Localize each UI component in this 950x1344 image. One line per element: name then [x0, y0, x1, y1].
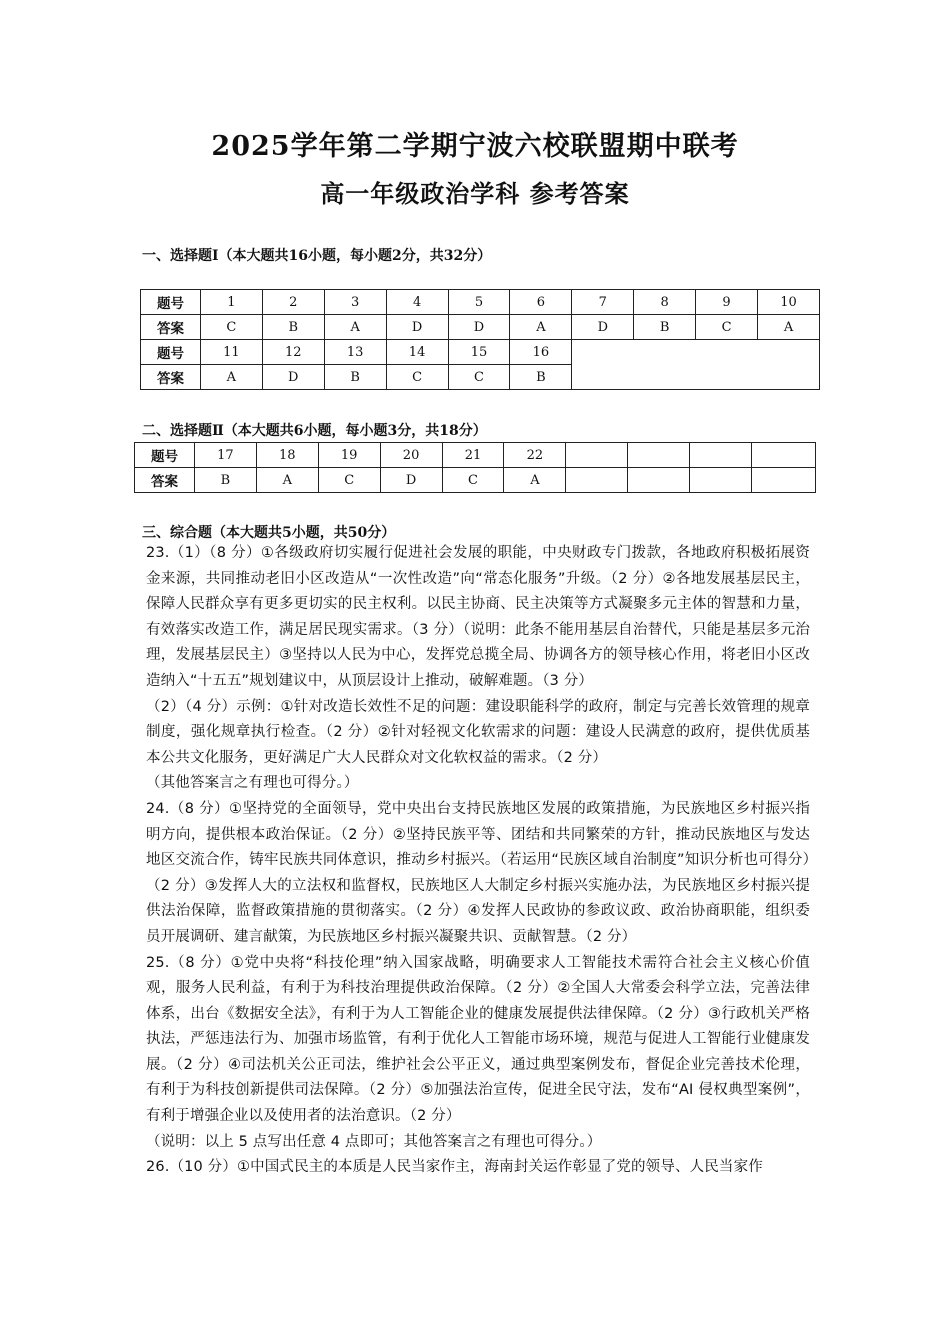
table-cell: D	[572, 315, 634, 340]
table-cell: B	[634, 315, 696, 340]
table-cell: 16	[510, 340, 572, 365]
answer-paragraph: （2）（4 分）示例：①针对改造长效性不足的问题：建设职能科学的政府，制定与完善长效管理的规章制度，强化规章执行检查。（2 分）②针对轻视文化软需求的问题：建设人民满意的政府，提供优质基本公共文化服务，更好满足广大人民群众对文化软权益的需求。（2 分）	[146, 698, 810, 766]
section3-heading: 三、综合题（本大题共5小题，共50分）	[142, 525, 396, 541]
row-label-answer: 答案	[141, 365, 201, 390]
table-cell: 1	[200, 290, 262, 315]
table-cell: B	[510, 365, 572, 390]
table-cell: A	[510, 315, 572, 340]
answer-paragraph: 25.（8 分）①党中央将“科技伦理”纳入国家战略，明确要求人工智能技术需符合社会主义核心价值观，服务人民利益，有利于为科技治理提供政治保障。（2 分）②全国人大常委会科学立法，完善法律体系，出台《数据安全法》，有利于为人工智能企业的健康发展提供法律保障。（2 分）③行政机关严格执法，严惩违法行为、加强市场监管，有利于优化人工智能市场环境，规范与促进人工智能行业健康发展。（2 分）④司法机关公正司法，维护社会公平正义，通过典型案例发布，督促企业完善技术伦理，有利于为科技创新提供司法保障。（2 分）⑤加强法治宣传，促进全民守法，发布“AI 侵权典型案例”，有利于增强企业以及使用者的法治意识。（2 分）	[146, 954, 810, 1125]
table-cell: 14	[386, 340, 448, 365]
table-cell: 11	[200, 340, 262, 365]
table-cell: A	[200, 365, 262, 390]
table-row	[135, 468, 816, 493]
table-cell: 4	[386, 290, 448, 315]
row-label-number: 题号	[141, 340, 201, 365]
page-subtitle: 高一年级政治学科 参考答案	[320, 179, 630, 208]
table-cell: 10	[758, 290, 820, 315]
table-cell: 9	[696, 290, 758, 315]
table-cell: B	[262, 315, 324, 340]
table-empty-area	[572, 340, 820, 390]
row-label-number: 题号	[141, 290, 201, 315]
table-cell: D	[386, 315, 448, 340]
table-cell: 15	[448, 340, 510, 365]
table-cell: 8	[634, 290, 696, 315]
answer-paragraph: 26.（10 分）①中国式民主的本质是人民当家作主，海南封关运作彰显了党的领导、人民当家作	[146, 1159, 763, 1176]
table-cell: C	[318, 468, 380, 493]
table-cell: 13	[324, 340, 386, 365]
table-row	[141, 315, 820, 340]
table-cell: 20	[380, 443, 442, 468]
page-title: 2025学年第二学期宁波六校联盟期中联考	[211, 131, 739, 162]
table-cell: 21	[442, 443, 504, 468]
section2-heading: 二、选择题Ⅱ（本大题共6小题，每小题3分，共18分）	[142, 423, 487, 439]
table-cell: 19	[318, 443, 380, 468]
table-cell: 2	[262, 290, 324, 315]
table-cell: 5	[448, 290, 510, 315]
table-row	[135, 443, 816, 468]
table-cell: 3	[324, 290, 386, 315]
table-row	[141, 340, 820, 365]
row-label-answer: 答案	[141, 315, 201, 340]
table-cell: C	[696, 315, 758, 340]
table-cell: C	[200, 315, 262, 340]
table-cell: 18	[256, 443, 318, 468]
answer-note: （其他答案言之有理也可得分。）	[146, 775, 359, 792]
table-cell: D	[380, 468, 442, 493]
table-cell: 22	[504, 443, 566, 468]
row-label-number: 题号	[135, 443, 195, 468]
table-cell: A	[504, 468, 566, 493]
table-cell: A	[324, 315, 386, 340]
answer-note: （说明：以上 5 点写出任意 4 点即可；其他答案言之有理也可得分。）	[146, 1133, 602, 1150]
table-row	[141, 290, 820, 315]
table-cell: D	[262, 365, 324, 390]
table-cell: 6	[510, 290, 572, 315]
table-cell: B	[194, 468, 256, 493]
row-label-answer: 答案	[135, 468, 195, 493]
table-cell: C	[442, 468, 504, 493]
section3-answers	[146, 541, 810, 1181]
table-cell-empty	[752, 468, 816, 493]
table-cell: A	[256, 468, 318, 493]
section2-answer-table	[134, 442, 816, 493]
table-cell-empty	[566, 468, 628, 493]
table-cell-empty	[690, 468, 752, 493]
table-cell-empty	[566, 443, 628, 468]
table-cell-empty	[752, 443, 816, 468]
table-cell: C	[386, 365, 448, 390]
table-cell: 17	[194, 443, 256, 468]
table-cell-empty	[690, 443, 752, 468]
table-cell: B	[324, 365, 386, 390]
table-cell: A	[758, 315, 820, 340]
answer-paragraph: 24.（8 分）①坚持党的全面领导，党中央出台支持民族地区发展的政策措施，为民族地区乡村振兴指明方向，提供根本政治保证。（2 分）②坚持民族平等、团结和共同繁荣的方针，推动民族地区与发达地区交流合作，铸牢民族共同体意识，推动乡村振兴。（若运用“民族区域自治制度”知识分析也可得分）（2 分）③发挥人大的立法权和监督权，民族地区人大制定乡村振兴实施办法，为民族地区乡村振兴提供法治保障，监督政策措施的贯彻落实。（2 分）④发挥人民政协的参政议政、政治协商职能，组织委员开展调研、建言献策，为民族地区乡村振兴凝聚共识、贡献智慧。（2 分）	[146, 800, 810, 945]
table-cell-empty	[628, 468, 690, 493]
table-cell: 7	[572, 290, 634, 315]
table-cell-empty	[628, 443, 690, 468]
answer-paragraph: 23.（1）（8 分）①各级政府切实履行促进社会发展的职能，中央财政专门拨款，各地政府积极拓展资金来源，共同推动老旧小区改造从“一次性改造”向“常态化服务”升级。（2 分）②各地发展基层民主，保障人民群众享有更多更切实的民主权利。以民主协商、民主决策等方式凝聚多元主体的智慧和力量，有效落实改造工作，满足居民现实需求。（3 分）（说明：此条不能用基层自治替代，只能是基层多元治理，发展基层民主）③坚持以人民为中心，发挥党总揽全局、协调各方的领导核心作用，将老旧小区改造纳入“十五五”规划建议中，从顶层设计上推动，破解难题。（3 分）	[146, 545, 810, 689]
section1-answer-table	[140, 289, 820, 390]
table-cell: D	[448, 315, 510, 340]
table-cell: C	[448, 365, 510, 390]
section1-heading: 一、选择题Ⅰ（本大题共16小题，每小题2分，共32分）	[142, 248, 492, 264]
table-cell: 12	[262, 340, 324, 365]
